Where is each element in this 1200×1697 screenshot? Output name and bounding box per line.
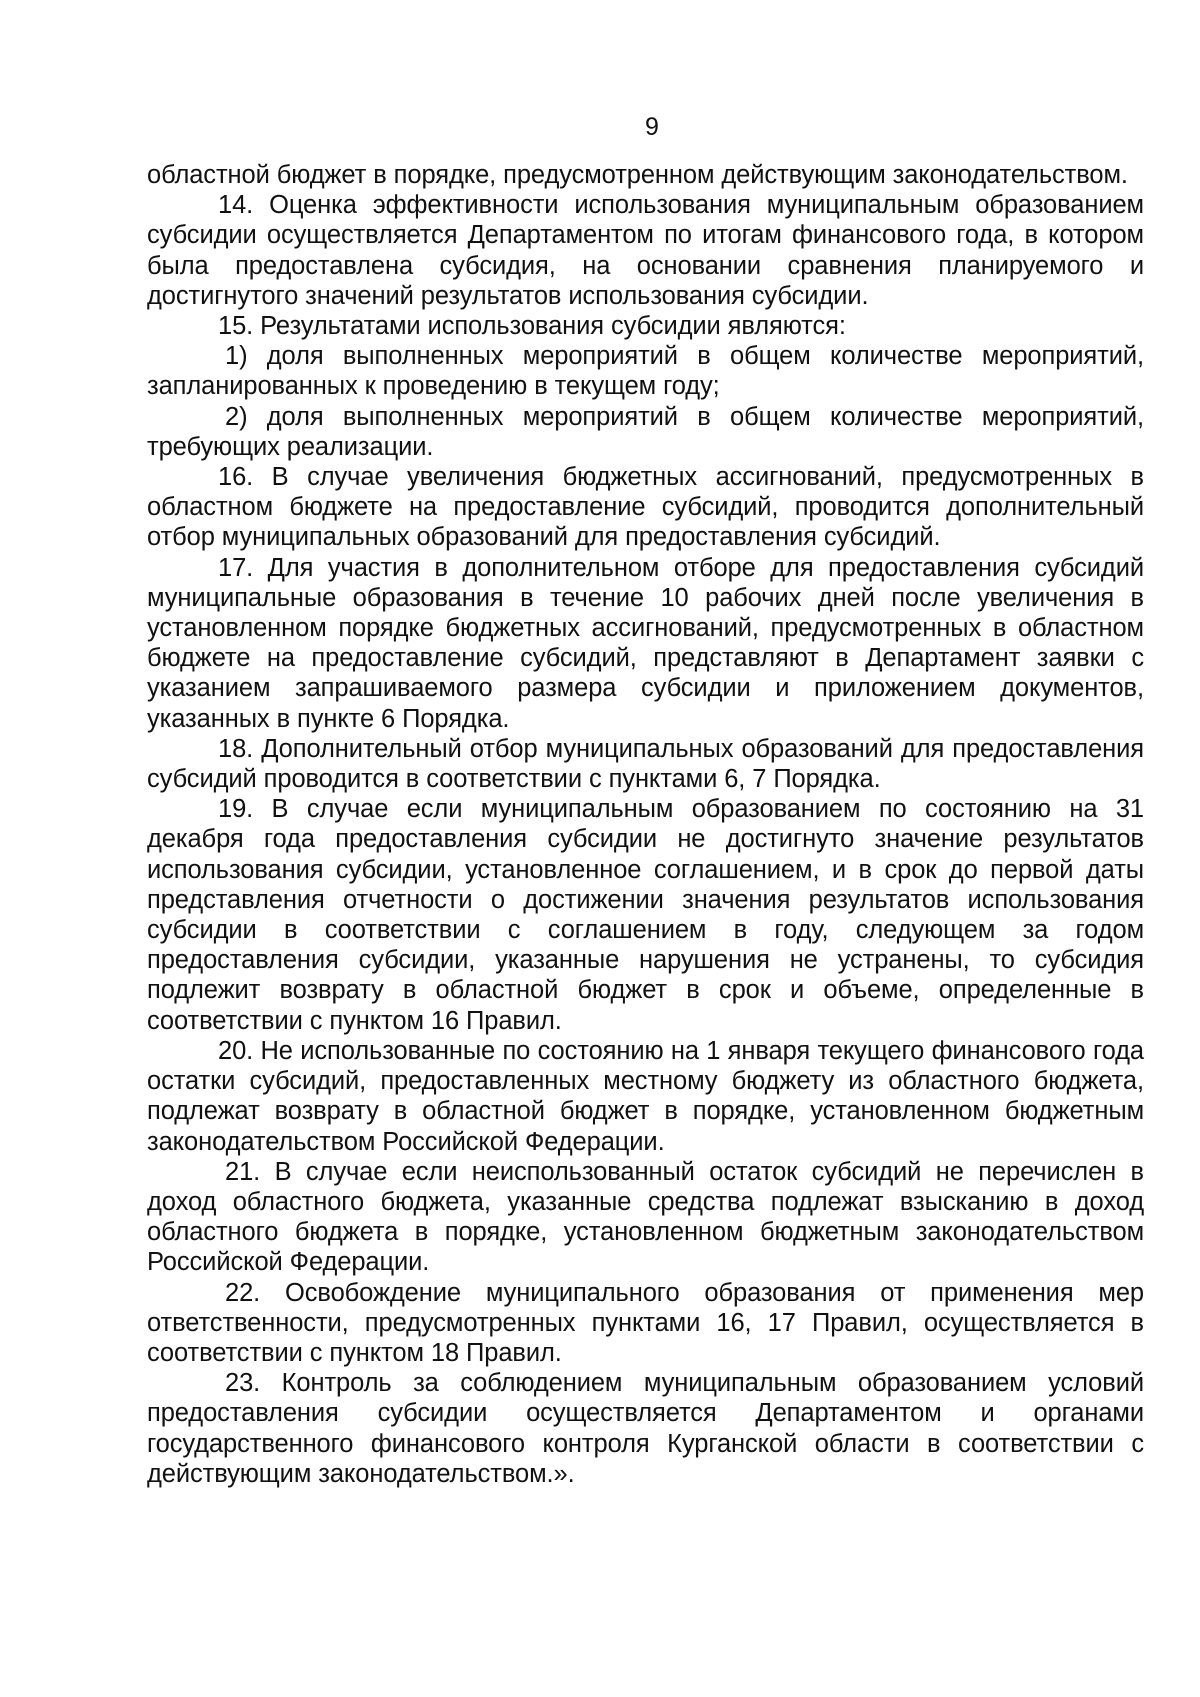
paragraph-17: 17. Для участия в дополнительном отборе для предоставления субсидий муниципальные образования в течение 10 рабочих дней после увеличения в установленном порядке бюджетных ассигнований, предусмотренных в областном бюджете на предоставление субсидий, представляют в Департамент заявки с указанием запрашиваемого размера субсидии и приложением документов, указанных в пункте 6 Порядка.: [147, 553, 1144, 733]
paragraph-21: 21. В случае если неиспользованный остаток субсидий не перечислен в доход областного бюджета, указанные средства подлежат взысканию в доход областного бюджета в порядке, установленном бюджетным законодательством Российской Федерации.: [147, 1157, 1144, 1277]
page-number: 9: [645, 113, 659, 141]
paragraph-16: 16. В случае увеличения бюджетных ассигнований, предусмотренных в областном бюджете на предоставление субсидий, проводится дополнительный отбор муниципальных образований для предоставления субсидий.: [147, 463, 1144, 552]
paragraph-15-item-1: 1) доля выполненных мероприятий в общем количестве мероприятий, запланированных к проведению в текущем году;: [147, 342, 1144, 401]
paragraph-23: 23. Контроль за соблюдением муниципальным образованием условий предоставления субсидии осуществляется Департаментом и органами государственного финансового контроля Курганской области в соответствии с действующим законодательством.».: [147, 1369, 1144, 1488]
paragraph-continuation: областной бюджет в порядке, предусмотренном действующим законодательством.: [147, 161, 1128, 189]
paragraph-14: 14. Оценка эффективности использования муниципальным образованием субсидии осуществляется Департаментом по итогам финансового года, в котором была предоставлена субсидия, на основании сравнения планируемого и достигнутого значений результатов использования субсидии.: [147, 191, 1144, 310]
paragraph-18: 18. Дополнительный отбор муниципальных образований для предоставления субсидий проводится в соответствии с пунктами 6, 7 Порядка.: [147, 734, 1144, 794]
paragraph-19: 19. В случае если муниципальным образованием по состоянию на 31 декабря года предоставления субсидии не достигнуто значение результатов использования субсидии, установленное соглашением, и в срок до первой даты представления отчетности о достижении значения результатов использования субсидии в соответствии с соглашением в году, следующем за годом предоставления субсидии, указанные нарушения не устранены, то субсидия подлежит возврату в областной бюджет в срок и объеме, определенные в соответствии с пунктом 16 Правил.: [147, 795, 1144, 1035]
paragraph-20: 20. Не использованные по состоянию на 1 января текущего финансового года остатки субсидий, предоставленных местному бюджету из областного бюджета, подлежат возврату в областной бюджет в порядке, установленном бюджетным законодательством Российской Федерации.: [147, 1036, 1144, 1156]
paragraph-22: 22. Освобождение муниципального образования от применения мер ответственности, предусмотренных пунктами 16, 17 Правил, осуществляется в соответствии с пунктом 18 Правил.: [147, 1278, 1144, 1367]
paragraph-15: 15. Результатами использования субсидии являются:: [218, 312, 846, 341]
paragraph-15-item-2: 2) доля выполненных мероприятий в общем количестве мероприятий, требующих реализации.: [147, 402, 1144, 461]
document-body: [147, 160, 1144, 1489]
